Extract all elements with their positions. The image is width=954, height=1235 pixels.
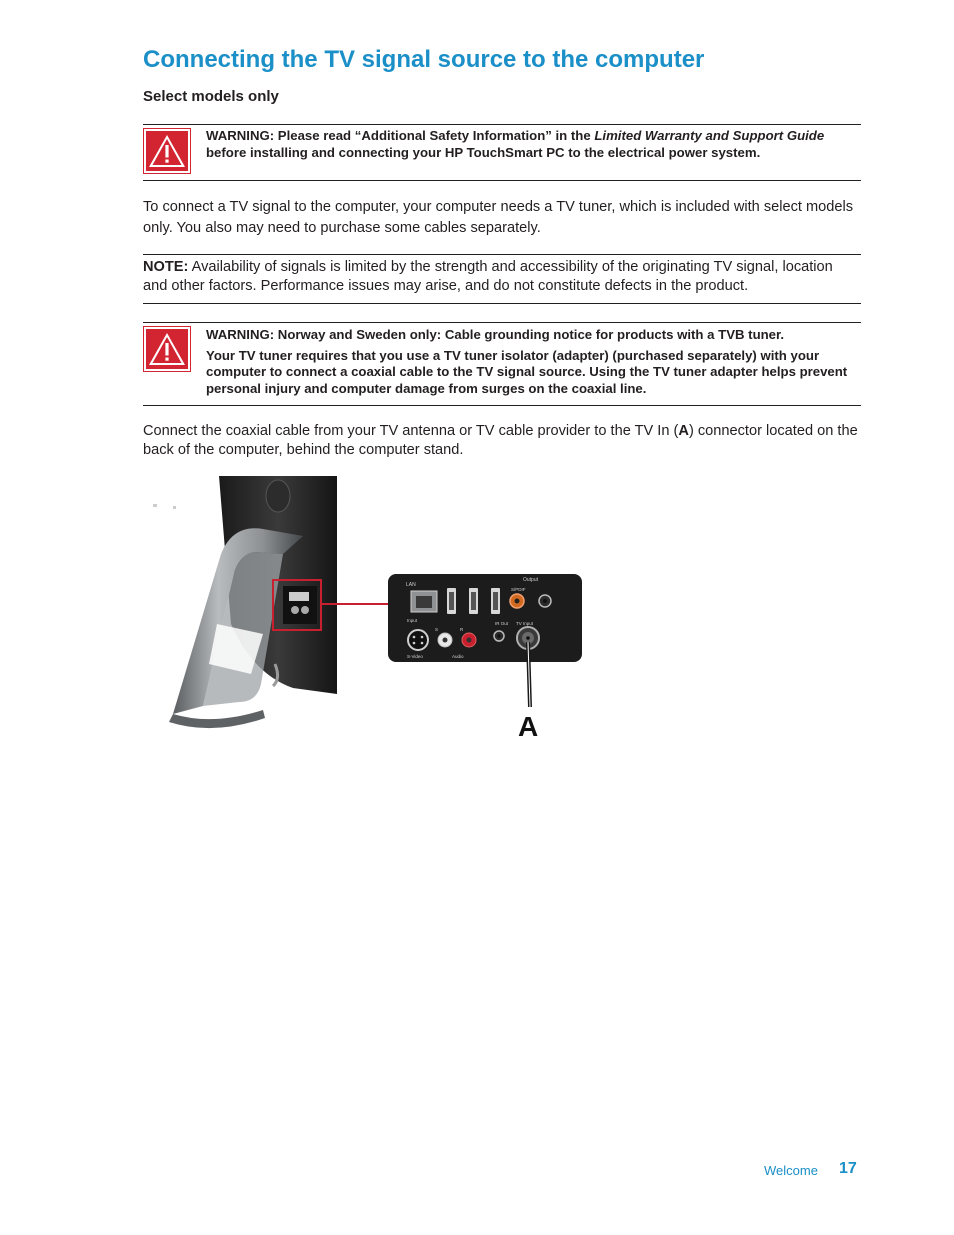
output-label: Output [523,577,539,583]
note-bottom-rule [143,303,861,304]
footer-page-number: 17 [839,1160,857,1177]
footer-section-name: Welcome [764,1163,818,1178]
warning2-top-rule [143,322,861,323]
connect-paragraph [143,422,861,460]
warning1-guide-title: Limited Warranty and Support Guide [594,128,825,143]
lan-label: LAN [406,582,416,588]
warning2-text [206,327,861,397]
warning1-top-rule [143,124,861,125]
warning2-bottom-rule [143,405,861,406]
page-title: Connecting the TV signal source to the computer [143,46,705,73]
note-label: NOTE: [143,259,189,275]
warning2-line1: WARNING: Norway and Sweden only: Cable grounding notice for products with a TVB tuner. [206,327,785,342]
ir-out-label: IR Out [495,621,509,626]
svideo-jack-icon [408,630,428,650]
note-body: Availability of signals is limited by the strength and accessibility of the originating TV signal, location and other factors. Performance issues may arise, and do not constitute defects in the product. [143,259,833,294]
connect-before: Connect the coaxial cable from your TV antenna or TV cable provider to the TV In ( [143,423,679,439]
warning-triangle-icon [143,326,191,372]
s-label: S [435,627,439,632]
computer-back-figure [143,474,593,744]
computer-rear-photo [143,474,337,744]
tv-input-label: TV Input [516,621,534,626]
connect-after: ) connector located on the back of the computer, behind the computer stand. [143,423,858,458]
note-top-rule [143,254,861,255]
audio-label: Audio [452,654,464,659]
note-text [143,258,861,296]
input-label: Input [407,618,418,623]
warning2-line2: Your TV tuner requires that you use a TV tuner isolator (adapter) (purchased separately) with your computer to connect a coaxial cable to the TV signal source. Using the TV tuner adapter helps prevent personal injury and computer damage from surges on the coaxial line. [206,347,848,396]
spdif-label: S/PDIF [511,587,526,592]
warning1-bottom-rule [143,180,861,181]
warning-triangle-icon [143,128,191,174]
r-label: R [460,627,464,632]
warning1-text [206,128,861,161]
section-subtitle: Select models only [143,88,279,105]
intro-paragraph: To connect a TV signal to the computer, your computer needs a TV tuner, which is included with select models only. You also may need to purchase some cables separately. [143,199,854,236]
port-panel [388,574,582,662]
warning1-prefix: WARNING: Please read “Additional Safety Information” in the [206,128,595,143]
connect-letter: A [678,423,689,439]
svideo-label: S-Video [407,654,423,659]
warning1-suffix: before installing and connecting your HP TouchSmart PC to the electrical power system. [206,144,761,160]
callout-letter-a: A [518,711,539,742]
